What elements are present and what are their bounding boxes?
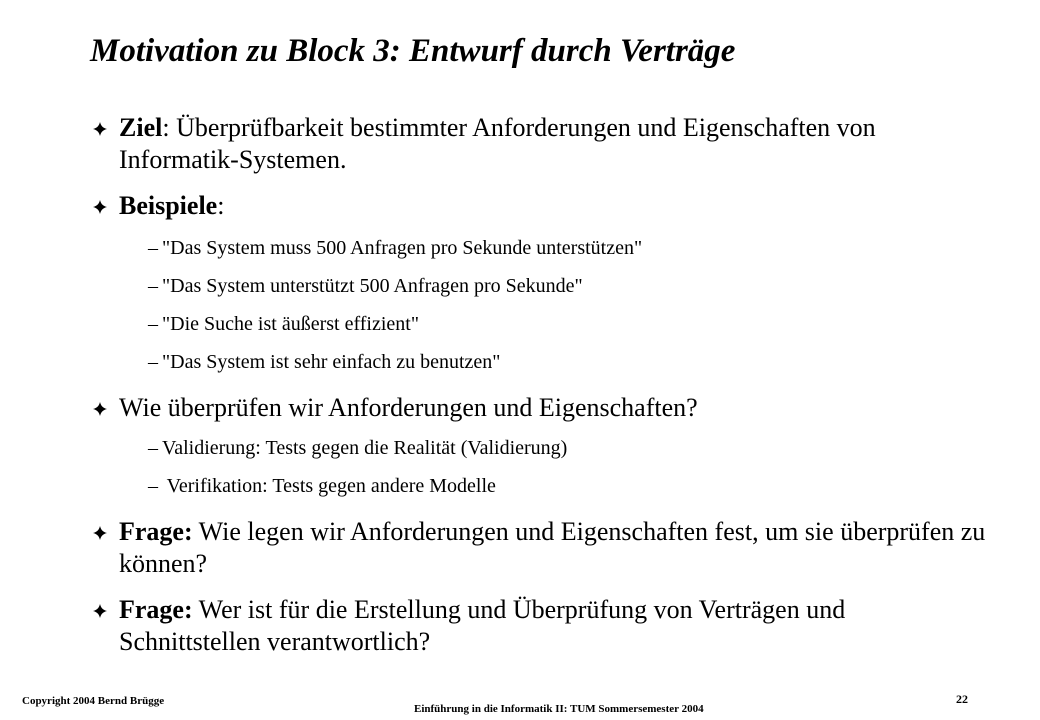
sub-item-text: "Das System ist sehr einfach zu benutzen" bbox=[162, 351, 501, 373]
diamond-bullet-icon bbox=[92, 199, 108, 215]
bullet-item-ziel bbox=[92, 112, 992, 176]
bullet-strong: Frage: bbox=[119, 517, 193, 546]
bullet-text: Wie legen wir Anforderungen und Eigenschaften fest, um sie überprüfen zu können? bbox=[119, 517, 986, 578]
bullet-item-question bbox=[92, 392, 992, 424]
diamond-bullet-icon bbox=[92, 603, 108, 619]
bullet-strong: Frage: bbox=[119, 595, 193, 624]
bullet-strong: Beispiele bbox=[119, 191, 218, 220]
sub-item-verifikation bbox=[148, 474, 496, 498]
diamond-bullet-icon bbox=[92, 401, 108, 417]
diamond-bullet-icon bbox=[92, 121, 108, 137]
sub-item-text: "Die Suche ist äußerst effizient" bbox=[162, 313, 419, 335]
dash-marker: – bbox=[148, 313, 158, 335]
bullet-item-frage-2 bbox=[92, 594, 992, 658]
sub-item-example-2 bbox=[148, 274, 583, 298]
dash-marker: – bbox=[148, 275, 158, 297]
bullet-text: : Überprüfbarkeit bestimmter Anforderungen und Eigenschaften von Informatik-Systemen. bbox=[119, 113, 876, 174]
slide-title: Motivation zu Block 3: Entwurf durch Verträge bbox=[90, 33, 736, 69]
bullet-text: : bbox=[217, 191, 225, 220]
sub-item-example-1 bbox=[148, 236, 642, 260]
footer-copyright: Copyright 2004 Bernd Brügge bbox=[22, 695, 165, 707]
sub-item-example-3 bbox=[148, 312, 419, 336]
diamond-bullet-icon bbox=[92, 525, 108, 541]
sub-item-text: "Das System unterstützt 500 Anfragen pro Sekunde" bbox=[162, 275, 583, 297]
dash-marker: – bbox=[148, 475, 158, 497]
dash-marker: – bbox=[148, 437, 158, 459]
bullet-strong: Ziel bbox=[119, 113, 163, 142]
bullet-text: Wer ist für die Erstellung und Überprüfung von Verträgen und Schnittstellen verantwortlich? bbox=[119, 595, 846, 656]
sub-item-validierung bbox=[148, 436, 567, 460]
bullet-text: Wie überprüfen wir Anforderungen und Eigenschaften? bbox=[119, 393, 698, 422]
dash-marker: – bbox=[148, 237, 158, 259]
dash-marker: – bbox=[148, 351, 158, 373]
bullet-item-beispiele bbox=[92, 190, 992, 222]
page-number: 22 bbox=[956, 692, 968, 706]
sub-item-text: Validierung: Tests gegen die Realität (Validierung) bbox=[162, 437, 568, 459]
sub-item-example-4 bbox=[148, 350, 500, 374]
footer-course: Einführung in die Informatik II: TUM Sommersemester 2004 bbox=[414, 703, 704, 715]
sub-item-text: "Das System muss 500 Anfragen pro Sekunde unterstützen" bbox=[162, 237, 643, 259]
sub-item-text: Verifikation: Tests gegen andere Modelle bbox=[162, 475, 496, 497]
bullet-item-frage-1 bbox=[92, 516, 992, 580]
